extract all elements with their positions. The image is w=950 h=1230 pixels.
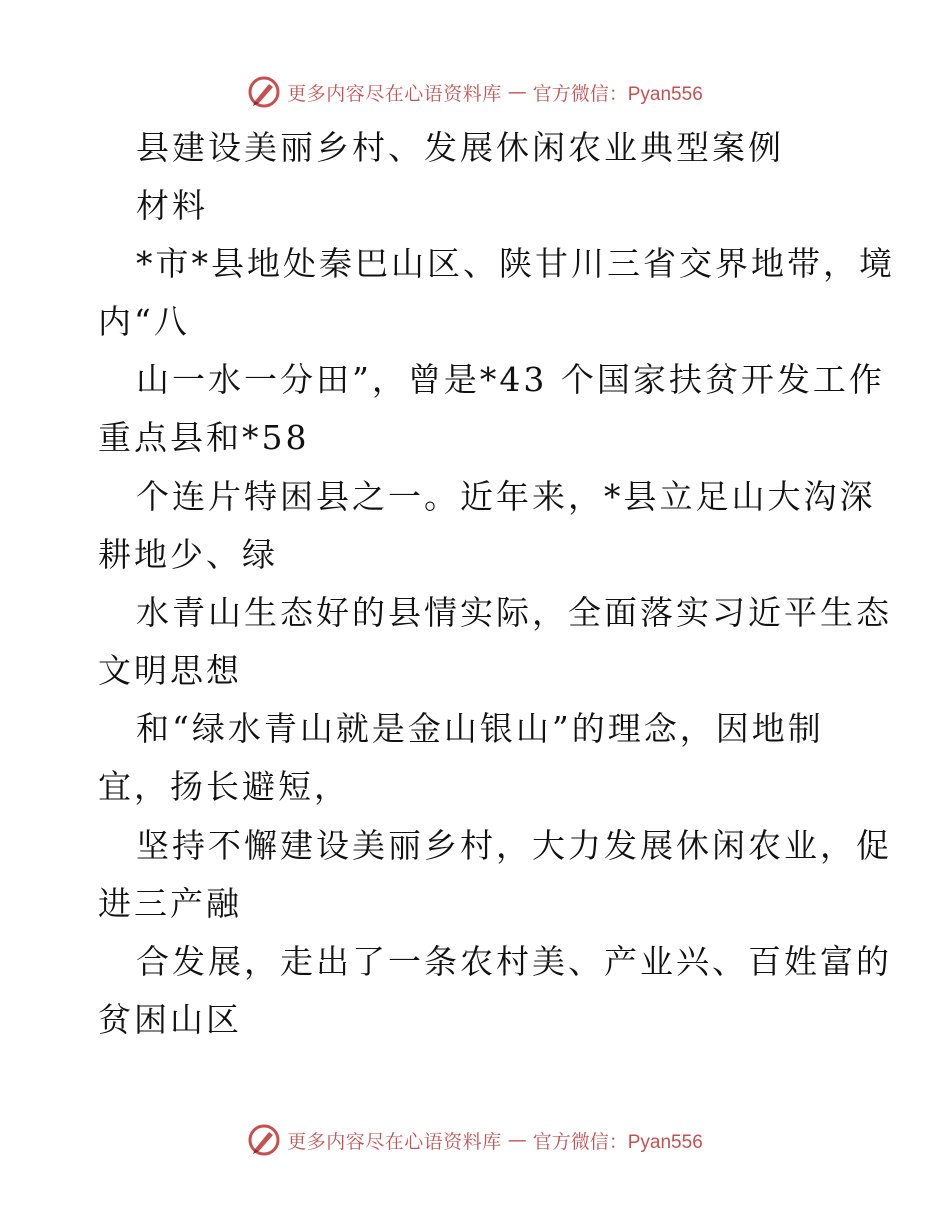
pen-logo-icon — [247, 75, 281, 109]
watermark-separator: — — [507, 1129, 527, 1151]
text-line: 宜，扬长避短， — [98, 767, 350, 806]
document-title: 县建设美丽乡村、发展休闲农业典型案例 — [136, 128, 784, 167]
text-line: 文明思想 — [98, 651, 242, 690]
text-line: 合发展，走出了一条农村美、产业兴、百姓富的 — [136, 942, 892, 981]
text-line: 贫困山区 — [98, 1000, 242, 1039]
watermark-text: 更多内容尽在心语资料库 — [287, 1130, 502, 1153]
pen-logo-icon — [247, 1123, 281, 1157]
text-line: 和“绿水青山就是金山银山”的理念，因地制 — [136, 709, 824, 748]
text-line: 个连片特困县之一。近年来，*县立足山大沟深 — [136, 477, 876, 516]
text-line: 进三产融 — [98, 884, 242, 923]
footer-watermark — [0, 1120, 950, 1160]
watermark-separator: — — [507, 81, 527, 103]
text-line: 内“八 — [98, 302, 190, 341]
text-line: 坚持不懈建设美丽乡村，大力发展休闲农业，促 — [136, 826, 892, 865]
text-line: 材料 — [136, 186, 208, 225]
watermark-text: 更多内容尽在心语资料库 — [287, 82, 502, 105]
header-watermark — [0, 72, 950, 112]
text-line: 水青山生态好的县情实际，全面落实习近平生态 — [136, 593, 892, 632]
text-line: 耕地少、绿 — [98, 535, 278, 574]
watermark-contact: 官方微信：Pyan556 — [532, 83, 703, 105]
watermark-contact: 官方微信：Pyan556 — [532, 1131, 703, 1153]
text-line: 重点县和*58 — [98, 418, 310, 457]
text-line: 山一水一分田”，曾是*43 个国家扶贫开发工作 — [136, 360, 885, 399]
text-line: *市*县地处秦巴山区、陕甘川三省交界地带，境 — [136, 244, 895, 283]
